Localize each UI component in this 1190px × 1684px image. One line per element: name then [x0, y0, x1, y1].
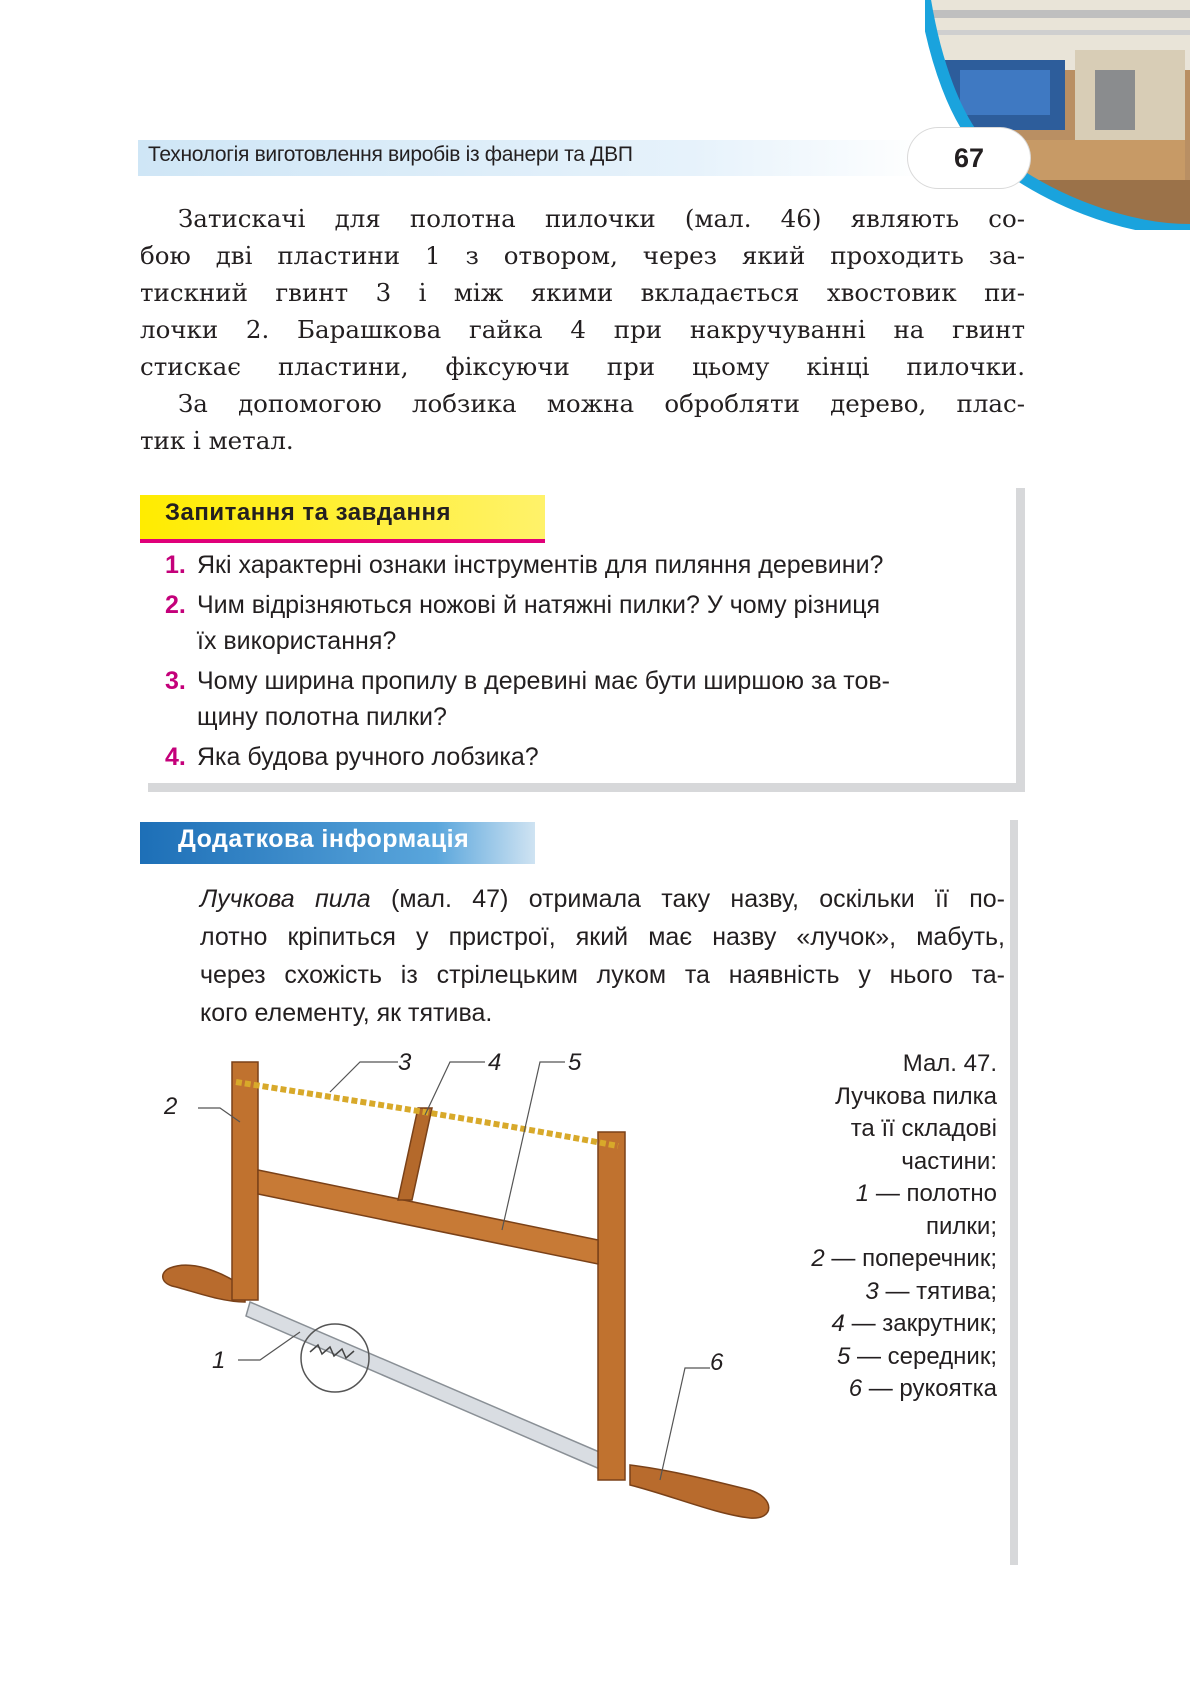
caption-part — [737, 1276, 997, 1309]
callout-3: 3 — [398, 1049, 412, 1076]
text-line: Затискачі для полотна пилочки (мал. 46) являють со- — [178, 204, 1025, 233]
right-handle — [630, 1465, 769, 1518]
question-number: 1. — [165, 551, 186, 579]
part-number: 2 — [811, 1245, 825, 1272]
text-line: кого елементу, як тятива. — [200, 999, 493, 1027]
part-number: 1 — [855, 1180, 870, 1207]
info-text — [200, 880, 1005, 1032]
question-text: Які характерні ознаки інструментів для пиляння деревини? — [197, 551, 884, 579]
text-line-rest: (мал. 47) отримала таку назву, оскільки її по- — [370, 885, 1005, 913]
stretcher — [258, 1170, 598, 1264]
leader-line-6 — [660, 1368, 710, 1480]
right-upright — [598, 1132, 625, 1480]
part-number: 5 — [836, 1342, 851, 1370]
text-line: За допомогою лобзика можна обробляти дерево, плас- — [178, 389, 1025, 418]
corner-photo — [925, 0, 1190, 230]
bow-saw-illustration — [150, 1040, 830, 1570]
text-line: тискний гвинт 3 і між якими вкладається хвостовик пи- — [140, 278, 1025, 307]
question-item — [165, 739, 1015, 775]
saw-blade — [246, 1302, 618, 1476]
text-line: бою дві пластини 1 з отвором, через який проходить за- — [140, 241, 1025, 270]
question-number: 2. — [165, 591, 186, 619]
question-text: Чому ширина пропилу в деревині має бути ширшою за тов- — [197, 667, 890, 695]
question-number: 4. — [165, 743, 186, 771]
text-line — [200, 880, 1005, 918]
caption-part — [737, 1178, 997, 1211]
text-line: тик і метал. — [140, 426, 294, 455]
question-text: Чим відрізняються ножові й натяжні пилки? У чому різниця — [197, 591, 881, 619]
body-text — [140, 200, 1025, 459]
text-line: лотно кріпиться у пристрої, який має назву «лучок», мабуть, — [200, 923, 1005, 951]
callout-5: 5 — [568, 1049, 582, 1076]
part-label: пилки; — [926, 1212, 997, 1240]
part-number: 3 — [865, 1277, 879, 1305]
caption-part — [737, 1243, 997, 1276]
leader-line-5 — [502, 1062, 565, 1230]
caption-part — [737, 1308, 997, 1341]
info-heading: Додаткова інформація — [178, 825, 470, 853]
question-text: їх використання? — [197, 627, 397, 655]
info-box-border — [1010, 820, 1018, 1565]
leader-line-3 — [330, 1062, 398, 1092]
part-number: 4 — [831, 1310, 845, 1337]
part-label: — полотно — [869, 1180, 997, 1207]
caption-part — [737, 1373, 997, 1406]
page-number — [908, 128, 1030, 188]
callout-4: 4 — [488, 1049, 502, 1076]
leader-line-1 — [238, 1332, 300, 1360]
caption-line: Мал. 47. — [902, 1050, 997, 1077]
figure-caption — [737, 1048, 997, 1406]
question-item — [165, 663, 1015, 735]
question-item — [165, 547, 1015, 583]
leader-line-4 — [425, 1062, 485, 1115]
questions-list — [165, 547, 1015, 779]
question-item — [165, 587, 1015, 659]
part-label: — поперечник; — [824, 1245, 997, 1272]
caption-part — [737, 1341, 997, 1374]
text-line: через схожість із стрілецьким луком та наявність у нього та- — [200, 961, 1005, 989]
caption-line: Лучкова пилка — [835, 1082, 997, 1110]
left-upright — [232, 1062, 258, 1300]
callout-2: 2 — [164, 1093, 178, 1120]
page-number-text: 67 — [953, 142, 985, 173]
text-line: лочки 2. Барашкова гайка 4 при накручуванні на гвинт — [140, 315, 1025, 344]
question-number: 3. — [165, 667, 186, 695]
questions-heading: Запитання та завдання — [165, 499, 451, 526]
part-label: — закрутник; — [844, 1310, 997, 1337]
question-text: Яка будова ручного лобзика? — [197, 743, 539, 771]
part-label: — середник; — [850, 1342, 997, 1370]
part-label: — тятива; — [878, 1277, 997, 1305]
callout-6: 6 — [710, 1349, 724, 1376]
tension-string — [236, 1082, 618, 1146]
question-text: щину полотна пилки? — [197, 703, 447, 731]
callout-1: 1 — [212, 1347, 226, 1374]
toggle-stick — [398, 1108, 432, 1200]
caption-part — [737, 1211, 997, 1244]
caption-line: частини: — [901, 1147, 997, 1175]
text-line: стискає пластини, фіксуючи при цьому кінці пилочки. — [140, 352, 1025, 381]
caption-line: та її складові — [850, 1115, 997, 1142]
part-label: — рукоятка — [862, 1375, 997, 1402]
part-number: 6 — [848, 1375, 863, 1402]
chapter-title: Технологія виготовлення виробів із фанери та ДВП — [148, 143, 633, 166]
info-term: Лучкова пила — [200, 885, 371, 913]
